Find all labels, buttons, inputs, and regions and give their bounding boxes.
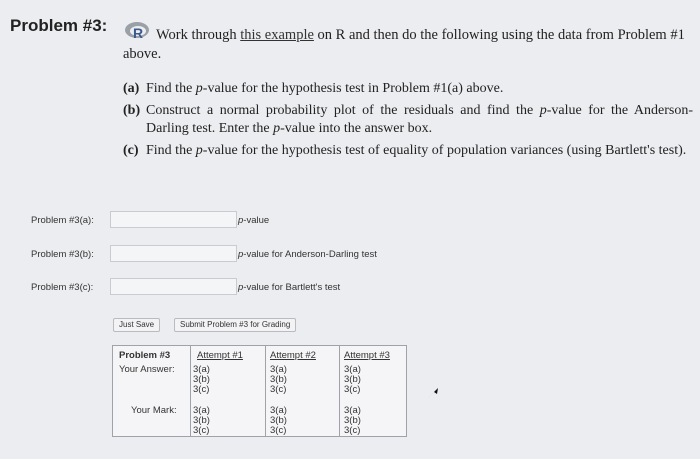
problem-part-text: Find the p-value for the hypothesis test of equality of population variances (using Bartlett's test). — [146, 143, 687, 158]
intro-text-start: Work through — [156, 27, 241, 43]
problem-parts — [123, 80, 693, 164]
attempt-1-answer-item: 3(c) — [193, 384, 210, 395]
attempt-3-answer-item: 3(b) — [344, 374, 361, 385]
answer-input-3a[interactable] — [110, 211, 237, 228]
attempt-1-answer-item: 3(b) — [193, 374, 210, 385]
answer-row-3c — [0, 278, 700, 298]
answer-input-3c[interactable] — [110, 278, 237, 295]
submit-problem-button[interactable]: Submit Problem #3 for Grading — [174, 318, 296, 332]
attempt-3-link[interactable]: Attempt #3 — [344, 350, 390, 361]
intro-text-end: on R and then do the following using the data from Problem #1 above. — [123, 27, 685, 62]
attempt-2-mark-item: 3(a) — [270, 405, 287, 416]
answer-input-3b[interactable] — [110, 245, 237, 262]
problem-part-text: Construct a normal probability plot of the residuals and find the p-value for the Anderson-Darling test. Enter the p-value into the answer box. — [146, 103, 693, 136]
attempt-3-mark-item: 3(b) — [344, 415, 361, 426]
attempts-table — [112, 345, 407, 437]
attempt-1-mark-item: 3(c) — [193, 425, 210, 436]
answer-desc-3c: p-value for Bartlett's test — [238, 282, 341, 293]
attempt-1-answer-item: 3(a) — [193, 364, 210, 375]
attempt-3-mark-item: 3(c) — [344, 425, 361, 436]
problem-part — [123, 142, 693, 160]
just-save-button[interactable]: Just Save — [113, 318, 160, 332]
problem-part-label: (c) — [123, 143, 139, 158]
attempt-1-link[interactable]: Attempt #1 — [197, 350, 243, 361]
attempt-2-mark-item: 3(b) — [270, 415, 287, 426]
mouse-cursor-icon — [426, 386, 440, 400]
problem-part-text: Find the p-value for the hypothesis test in Problem #1(a) above. — [146, 81, 504, 96]
attempt-2-answer-item: 3(a) — [270, 364, 287, 375]
attempt-3-answer-item: 3(a) — [344, 364, 361, 375]
answer-label-3c: Problem #3(c): — [31, 282, 94, 293]
problem-part-label: (b) — [123, 103, 141, 118]
problem-part-label: (a) — [123, 81, 140, 96]
answer-label-3b: Problem #3(b): — [31, 249, 94, 260]
answer-desc-3b: p-value for Anderson-Darling test — [238, 249, 377, 260]
problem-label: Problem #3 — [119, 350, 171, 361]
answer-desc-3a: p-value — [238, 215, 270, 226]
this-example-link[interactable]: this example — [240, 27, 314, 43]
svg-text:R: R — [133, 25, 144, 41]
your-answer-label: Your Answer: — [119, 364, 175, 375]
attempt-2-link[interactable]: Attempt #2 — [270, 350, 316, 361]
your-mark-label: Your Mark: — [131, 405, 177, 416]
attempt-1-mark-item: 3(a) — [193, 405, 210, 416]
attempt-1-mark-item: 3(b) — [193, 415, 210, 426]
answer-row-3a — [0, 211, 700, 231]
problem-part — [123, 80, 693, 98]
answer-label-3a: Problem #3(a): — [31, 215, 94, 226]
problem-header: Problem #3: — [10, 16, 108, 35]
attempt-2-mark-item: 3(c) — [270, 425, 287, 436]
attempt-2-answer-item: 3(c) — [270, 384, 287, 395]
attempt-2-answer-item: 3(b) — [270, 374, 287, 385]
attempt-3-answer-item: 3(c) — [344, 384, 361, 395]
problem-intro — [123, 26, 693, 64]
attempt-3-mark-item: 3(a) — [344, 405, 361, 416]
answer-row-3b — [0, 245, 700, 265]
problem-part — [123, 102, 693, 138]
